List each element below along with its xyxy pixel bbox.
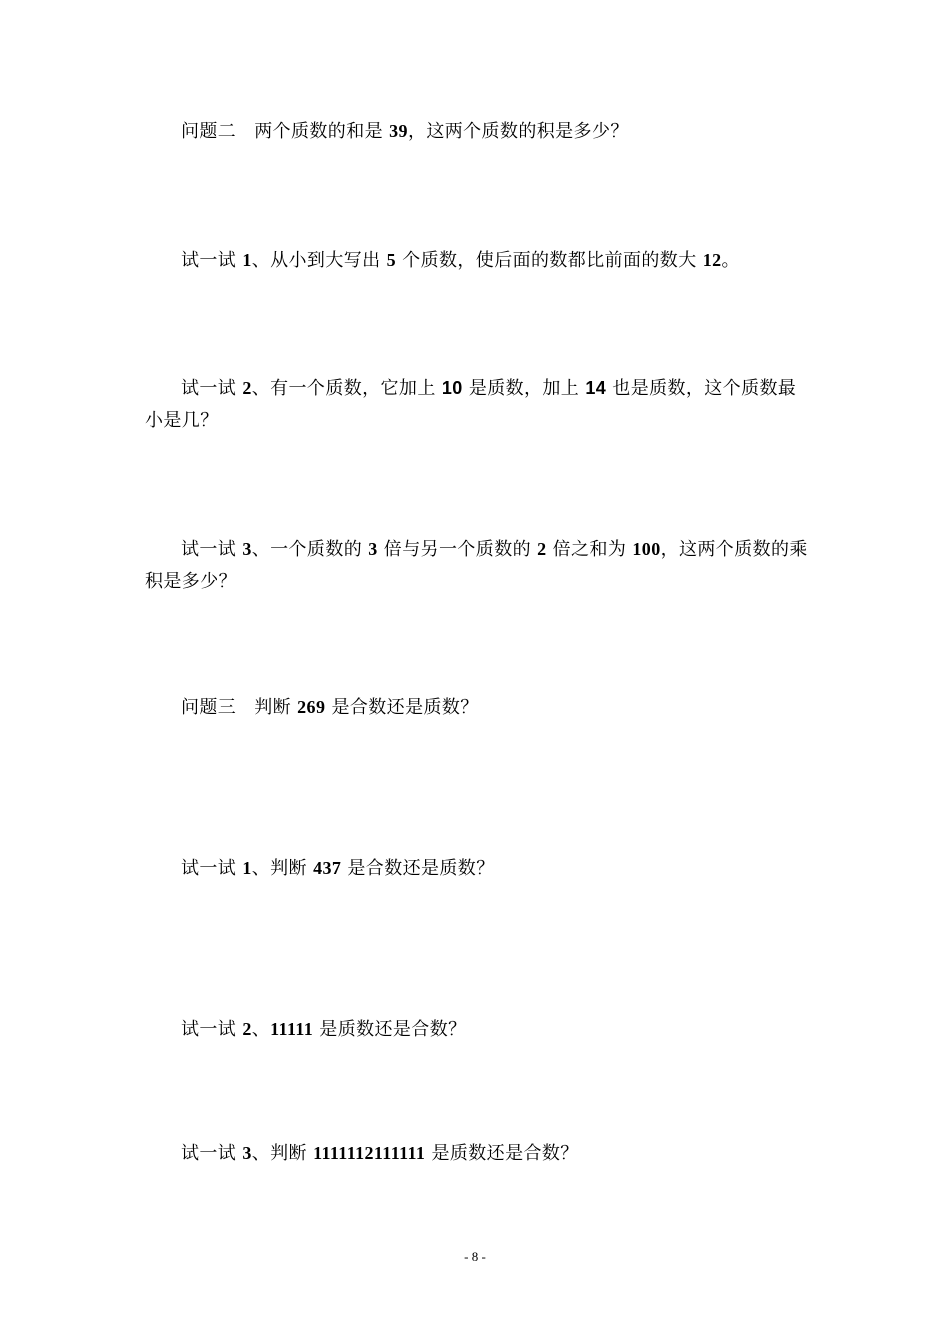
exercise-label: 试一试 bbox=[181, 1143, 237, 1164]
exercise-1 bbox=[145, 244, 810, 277]
exercise-text: 倍与另一个质数的 bbox=[383, 539, 531, 560]
exercise-text: ，这两个质数的乘积是多少？ bbox=[145, 539, 808, 592]
question-text: 两个质数的和是 bbox=[254, 121, 384, 142]
exercise-number: 3 bbox=[242, 1143, 252, 1163]
exercise-2 bbox=[145, 372, 810, 437]
question-three bbox=[145, 691, 810, 724]
question-label: 问题三 bbox=[181, 697, 237, 718]
exercise-text: 是质数，加上 bbox=[468, 378, 580, 399]
question-label: 问题二 bbox=[181, 121, 237, 142]
exercise-text: 、从小到大写出 bbox=[251, 250, 381, 271]
exercise-6 bbox=[145, 1137, 810, 1170]
exercise-text: 是质数还是合数？ bbox=[319, 1019, 467, 1040]
question-text: 判断 bbox=[254, 697, 292, 718]
exercise-text: 、 bbox=[251, 1019, 271, 1040]
exercise-text: 也是质数，这个质数最小是几？ bbox=[145, 378, 797, 431]
exercise-text: 、一个质数的 bbox=[251, 539, 363, 560]
exercise-text: 是质数还是合数？ bbox=[431, 1143, 579, 1164]
exercise-text: 、有一个质数，它加上 bbox=[251, 378, 436, 399]
exercise-label: 试一试 bbox=[181, 539, 237, 560]
exercise-label: 试一试 bbox=[181, 1019, 237, 1040]
exercise-4 bbox=[145, 852, 810, 885]
number: 12 bbox=[702, 250, 722, 270]
exercise-text: 、判断 bbox=[251, 1143, 307, 1164]
number: 100 bbox=[632, 539, 661, 559]
number: 14 bbox=[585, 378, 607, 398]
exercise-label: 试一试 bbox=[181, 250, 237, 271]
exercise-text: 个质数，使后面的数都比前面的数大 bbox=[402, 250, 697, 271]
number: 2 bbox=[537, 539, 547, 559]
number: 10 bbox=[441, 378, 463, 398]
exercise-label: 试一试 bbox=[181, 378, 237, 399]
number: 5 bbox=[386, 250, 397, 270]
exercise-text: 、判断 bbox=[251, 858, 307, 879]
question-text: ，这两个质数的积是多少？ bbox=[407, 121, 629, 142]
exercise-text: 是合数还是质数？ bbox=[347, 858, 495, 879]
page-number: - 8 - bbox=[464, 1249, 486, 1264]
number: 11111 bbox=[270, 1019, 314, 1039]
exercise-text: 。 bbox=[721, 250, 740, 271]
question-text: 是合数还是质数？ bbox=[331, 697, 479, 718]
number: 3 bbox=[368, 539, 378, 559]
number: 1111112111111 bbox=[313, 1143, 426, 1163]
exercise-number: 2 bbox=[242, 1019, 252, 1039]
exercise-text: 倍之和为 bbox=[552, 539, 627, 560]
exercise-number: 2 bbox=[242, 378, 252, 398]
exercise-number: 1 bbox=[242, 858, 252, 878]
number: 39 bbox=[389, 121, 408, 141]
question-two bbox=[145, 115, 810, 148]
number: 269 bbox=[297, 697, 326, 717]
exercise-label: 试一试 bbox=[181, 858, 237, 879]
exercise-5 bbox=[145, 1013, 810, 1046]
number: 437 bbox=[313, 858, 342, 878]
exercise-number: 3 bbox=[242, 539, 252, 559]
exercise-number: 1 bbox=[242, 250, 252, 270]
exercise-3 bbox=[145, 533, 810, 598]
